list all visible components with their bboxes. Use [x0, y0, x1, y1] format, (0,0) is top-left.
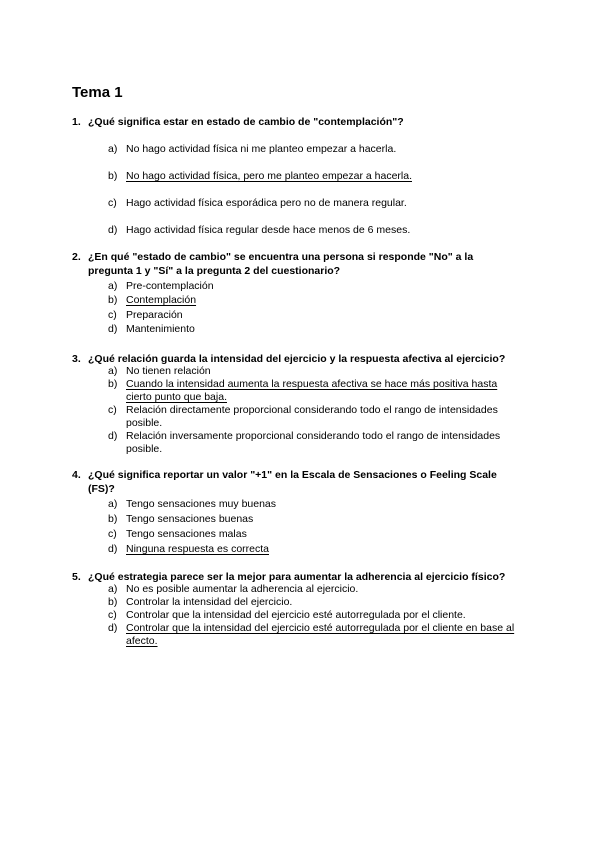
- question-number: 4.: [72, 469, 81, 481]
- option-text: Controlar la intensidad del ejercicio.: [126, 596, 293, 608]
- question-4: [72, 468, 497, 496]
- option-text: No es posible aumentar la adherencia al ejercicio.: [126, 583, 359, 595]
- option-label: b): [108, 513, 118, 525]
- question-4-option-c: [108, 528, 528, 541]
- question-3-option-c: [108, 404, 528, 430]
- option-label: c): [108, 528, 117, 540]
- option-label: c): [108, 309, 117, 321]
- option-text: Mantenimiento: [126, 323, 195, 335]
- option-text: Hago actividad física esporádica pero no de manera regular.: [126, 197, 407, 209]
- question-text: ¿Qué significa reportar un valor "+1" en la Escala de Sensaciones o Feeling Scale: [88, 469, 497, 481]
- question-1: [72, 115, 404, 129]
- question-number: 5.: [72, 571, 81, 583]
- option-label: a): [108, 280, 118, 292]
- question-1-option-a: [108, 143, 528, 156]
- option-label: b): [108, 294, 118, 306]
- option-text: Relación directamente proporcional considerando todo el rango de intensidades posible.: [126, 404, 498, 429]
- option-text-correct: Cuando la intensidad aumenta la respuesta afectiva se hace más positiva hasta cierto punto que baja.: [126, 378, 498, 403]
- option-text-correct: Contemplación: [126, 294, 197, 306]
- question-1-option-d: [108, 224, 528, 237]
- option-text-correct: No hago actividad física, pero me planteo empezar a hacerla.: [126, 170, 412, 182]
- page-title: Tema 1: [72, 84, 123, 101]
- question-3: [72, 352, 505, 366]
- question-number: 3.: [72, 353, 81, 365]
- option-label: d): [108, 224, 118, 236]
- option-label: c): [108, 404, 117, 416]
- question-text: ¿En qué "estado de cambio" se encuentra una persona si responde "No" a la: [88, 251, 474, 263]
- option-text: Tengo sensaciones malas: [126, 528, 247, 540]
- option-text: Pre-contemplación: [126, 280, 214, 292]
- option-label: d): [108, 622, 118, 634]
- option-text: Tengo sensaciones buenas: [126, 513, 254, 525]
- question-text: ¿Qué estrategia parece ser la mejor para aumentar la adherencia al ejercicio físico?: [88, 571, 506, 583]
- option-text: Hago actividad física regular desde hace menos de 6 meses.: [126, 224, 411, 236]
- question-2-option-a: [108, 280, 528, 293]
- question-4-option-a: [108, 498, 528, 511]
- option-text: Relación inversamente proporcional considerando todo el rango de intensidades posible.: [126, 430, 501, 455]
- option-label: a): [108, 365, 118, 377]
- question-2-option-c: [108, 309, 528, 322]
- option-text: Tengo sensaciones muy buenas: [126, 498, 277, 510]
- question-2: [72, 250, 473, 278]
- question-3-option-a: [108, 365, 528, 378]
- question-1-option-b: [108, 170, 528, 183]
- option-label: a): [108, 143, 118, 155]
- question-5: [72, 570, 505, 584]
- option-text: No hago actividad física ni me planteo empezar a hacerla.: [126, 143, 397, 155]
- option-text-correct: Ninguna respuesta es correcta: [126, 543, 269, 555]
- question-5-option-d: [108, 622, 528, 648]
- question-text: ¿Qué relación guarda la intensidad del ejercicio y la respuesta afectiva al ejercicio?: [88, 353, 506, 365]
- option-label: a): [108, 498, 118, 510]
- question-2-option-d: [108, 323, 528, 336]
- option-text: Preparación: [126, 309, 183, 321]
- option-label: b): [108, 170, 118, 182]
- option-label: c): [108, 609, 117, 621]
- question-4-option-b: [108, 513, 528, 526]
- question-5-option-a: [108, 583, 528, 596]
- question-text: ¿Qué significa estar en estado de cambio de "contemplación"?: [88, 116, 404, 128]
- option-label: d): [108, 430, 118, 442]
- question-4-option-d: [108, 543, 528, 556]
- question-number: 2.: [72, 251, 81, 263]
- question-3-option-b: [108, 378, 508, 404]
- question-3-option-d: [108, 430, 528, 456]
- option-label: b): [108, 596, 118, 608]
- question-text-continuation: (FS)?: [88, 483, 115, 495]
- question-5-option-c: [108, 609, 528, 622]
- option-label: d): [108, 543, 118, 555]
- option-label: d): [108, 323, 118, 335]
- option-text-correct: Controlar que la intensidad del ejercicio esté autorregulada por el cliente en base al afecto.: [126, 622, 515, 647]
- option-label: b): [108, 378, 118, 390]
- question-1-option-c: [108, 197, 528, 210]
- question-number: 1.: [72, 116, 81, 128]
- option-label: c): [108, 197, 117, 209]
- question-text-continuation: pregunta 1 y "Sí" a la pregunta 2 del cuestionario?: [88, 265, 341, 277]
- question-2-option-b: [108, 294, 528, 307]
- question-5-option-b: [108, 596, 528, 609]
- option-text: Controlar que la intensidad del ejercicio esté autorregulada por el cliente.: [126, 609, 466, 621]
- option-label: a): [108, 583, 118, 595]
- option-text: No tienen relación: [126, 365, 211, 377]
